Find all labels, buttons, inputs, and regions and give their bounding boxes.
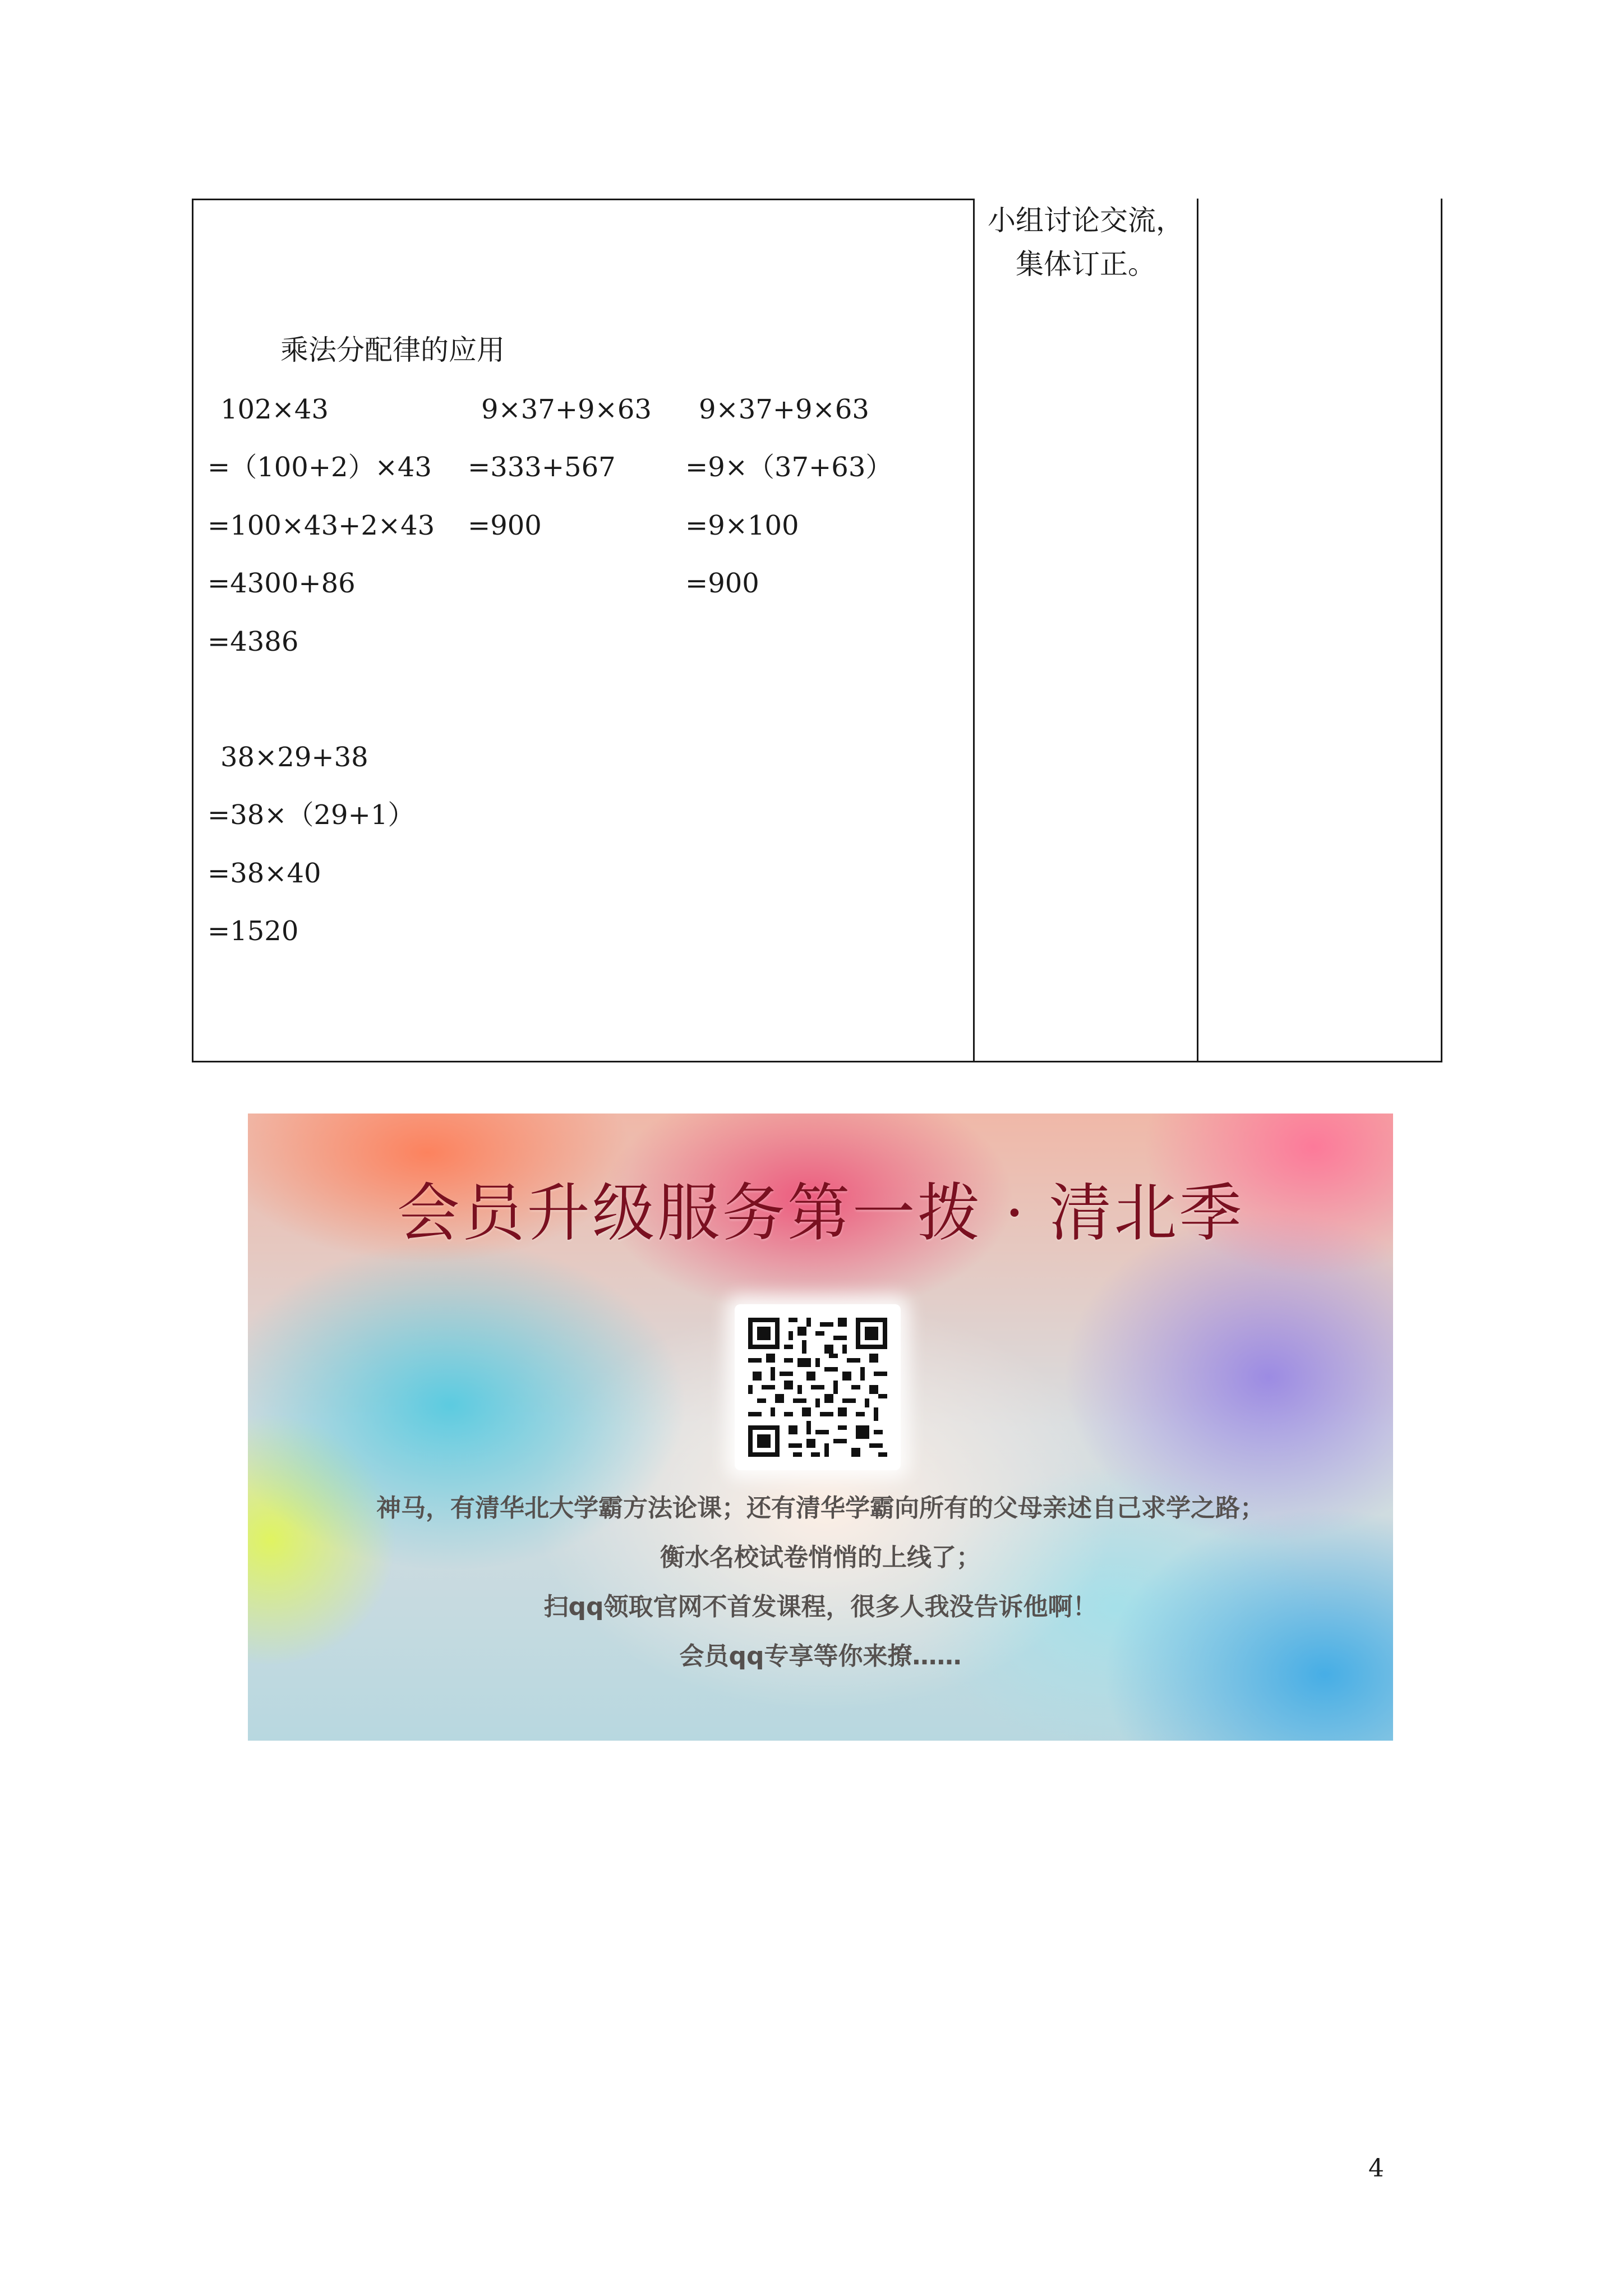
qr-code-graphic — [748, 1318, 887, 1457]
calc-a-line-3: =100×43+2×43 — [208, 510, 435, 541]
banner-line-2: 衡水名校试卷悄悄的上线了； — [660, 1543, 981, 1572]
calc-b-line-3: =900 — [468, 510, 542, 541]
table-divider-2 — [1197, 199, 1198, 1062]
table-border-right — [1441, 199, 1442, 1062]
promo-banner — [248, 1114, 1393, 1741]
calc-d-line-2: =38×（29+1） — [208, 799, 415, 831]
table-border-bottom — [192, 1061, 1442, 1062]
calc-c-line-1: 9×37+9×63 — [699, 394, 869, 425]
page-number: 4 — [1368, 2154, 1384, 2183]
qr-code-icon[interactable] — [735, 1304, 901, 1470]
calc-a-line-4: =4300+86 — [208, 568, 356, 599]
banner-line-4: 会员qq专享等你来撩…… — [679, 1642, 962, 1671]
calc-a-line-2: =（100+2）×43 — [208, 452, 432, 483]
banner-line-1: 神马，有清华北大学霸方法论课；还有清华学霸向所有的父母亲述自己求学之路； — [376, 1494, 1265, 1522]
calc-c-line-4: =900 — [685, 568, 759, 599]
table-divider-1 — [973, 199, 975, 1062]
table-border-top — [192, 199, 974, 200]
activity-note — [975, 199, 1197, 286]
calc-b-line-1: 9×37+9×63 — [481, 394, 652, 425]
section-heading: 乘法分配律的应用 — [280, 334, 505, 366]
calc-d-line-4: =1520 — [208, 915, 299, 947]
calc-a-line-1: 102×43 — [220, 394, 329, 425]
table-border-left — [192, 199, 193, 1062]
banner-title: 会员升级服务第一拨 · 清北季 — [396, 1177, 1244, 1250]
calc-d-line-1: 38×29+38 — [220, 742, 368, 773]
calc-c-line-3: =9×100 — [685, 510, 799, 541]
activity-note-line-2: 集体订正。 — [1016, 248, 1156, 280]
calc-c-line-2: =9×（37+63） — [685, 452, 893, 483]
lesson-table — [192, 199, 1441, 1061]
banner-text-block — [248, 1484, 1393, 1681]
calc-b-line-2: =333+567 — [468, 452, 616, 483]
calc-d-line-3: =38×40 — [208, 858, 321, 889]
calc-a-line-5: =4386 — [208, 626, 299, 657]
banner-line-3: 扫qq领取官网不首发课程，很多人我没告诉他啊！ — [543, 1593, 1098, 1621]
activity-note-line-1: 小组讨论交流， — [988, 204, 1184, 237]
